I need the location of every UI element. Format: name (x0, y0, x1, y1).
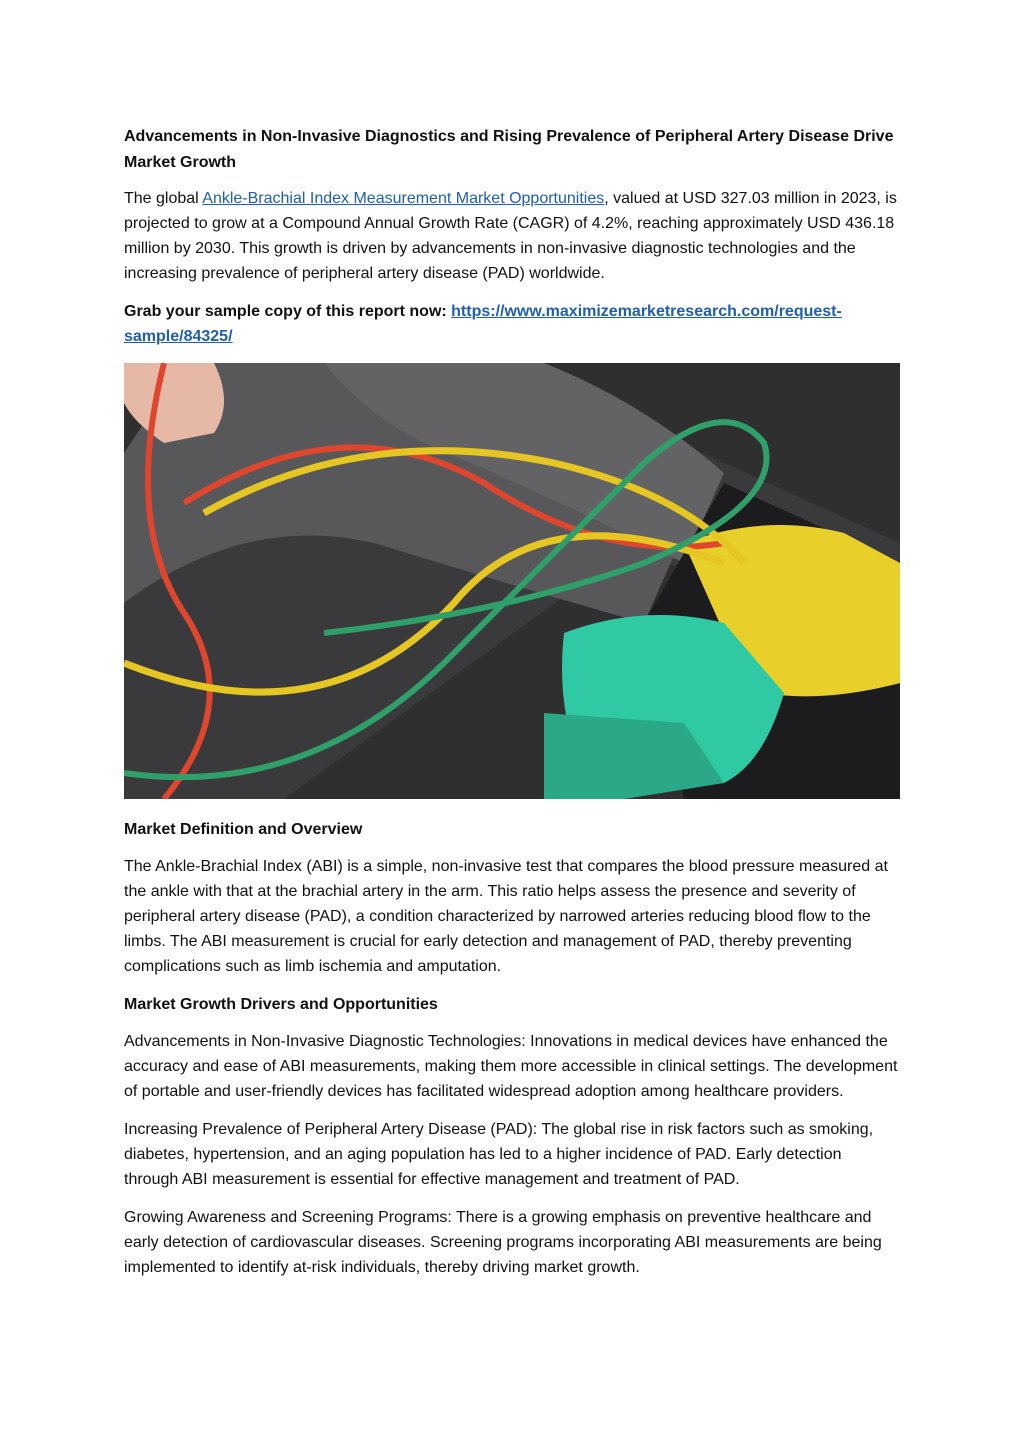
driver-paragraph-technology: Advancements in Non-Invasive Diagnostic Technologies: Innovations in medical devices have enhanced the accuracy and ease of ABI measurements, making them more accessible in clinical settings. The development of portable and user-friendly devices has facilitated widespread adoption among healthcare providers. (124, 1033, 898, 1100)
page-title: Advancements in Non-Invasive Diagnostics and Rising Prevalence of Peripheral Artery Disease Drive Market Growth (124, 128, 894, 171)
sample-request-link[interactable]: https://www.maximizemarketresearch.com/request-sample/84325/ (124, 303, 842, 345)
sample-cta-paragraph (124, 299, 900, 349)
document-page (124, 124, 900, 1293)
intro-suffix: , valued at USD 327.03 million in 2023, is projected to grow at a Compound Annual Growth Rate (CAGR) of 4.2%, reaching approximately USD 436.18 million by 2030. This growth is driven by advancements in non-invasive diagnostic technologies and the increasing prevalence of peripheral artery disease (PAD) worldwide. (124, 190, 897, 282)
photo-illustration (124, 363, 900, 799)
abi-measurement-photo (124, 363, 900, 799)
intro-prefix: The global (124, 190, 203, 207)
intro-paragraph (124, 186, 900, 286)
definition-paragraph: The Ankle-Brachial Index (ABI) is a simple, non-invasive test that compares the blood pressure measured at the ankle with that at the brachial artery in the arm. This ratio helps assess the presence and severity of peripheral artery disease (PAD), a condition characterized by narrowed arteries reducing blood flow to the limbs. The ABI measurement is crucial for early detection and management of PAD, thereby preventing complications such as limb ischemia and amputation. (124, 858, 888, 975)
driver-paragraph-prevalence: Increasing Prevalence of Peripheral Artery Disease (PAD): The global rise in risk factors such as smoking, diabetes, hypertension, and an aging population has led to a higher incidence of PAD. Early detection through ABI measurement is essential for effective management and treatment of PAD. (124, 1121, 874, 1188)
section-title-definition: Market Definition and Overview (124, 821, 363, 838)
driver-paragraph-awareness: Growing Awareness and Screening Programs: There is a growing emphasis on preventive healthcare and early detection of cardiovascular diseases. Screening programs incorporating ABI measurements are being implemented to identify at-risk individuals, thereby driving market growth. (124, 1209, 882, 1276)
sample-cta-label: Grab your sample copy of this report now: (124, 303, 452, 320)
section-title-drivers: Market Growth Drivers and Opportunities (124, 996, 438, 1013)
market-report-link[interactable]: Ankle-Brachial Index Measurement Market Opportunities (202, 190, 605, 207)
